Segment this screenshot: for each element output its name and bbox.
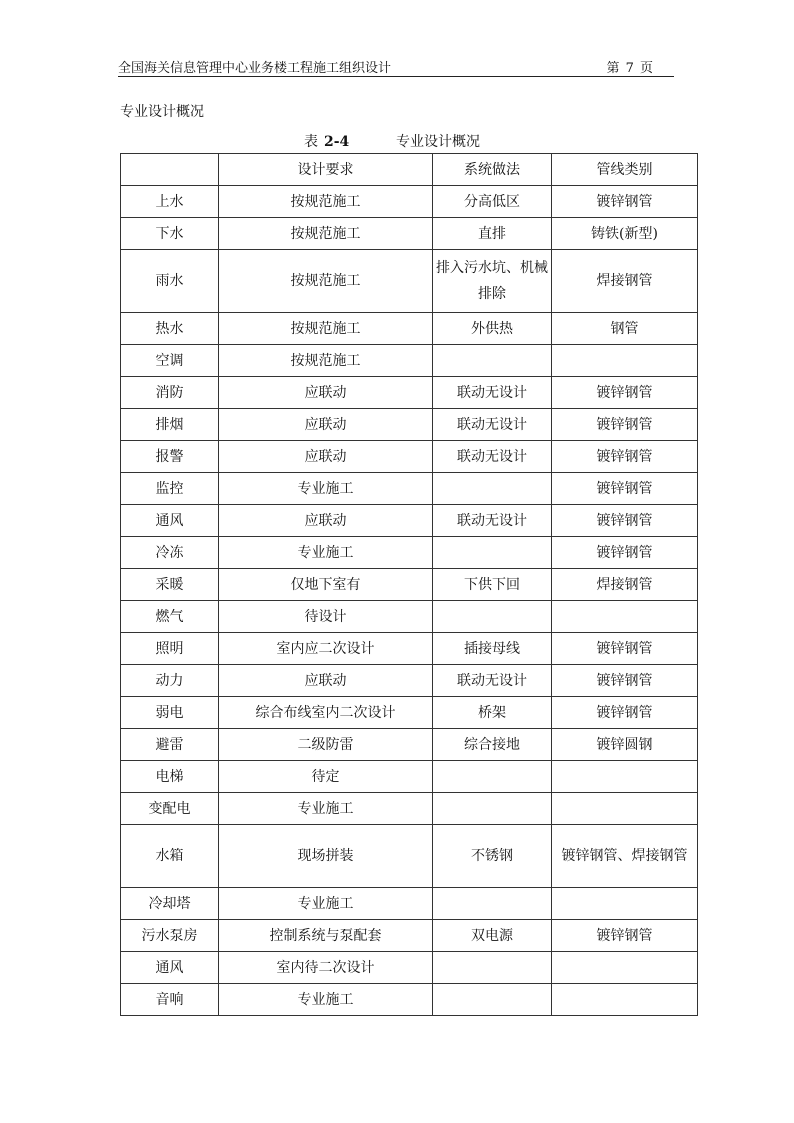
page-header [118,56,674,77]
design-requirement-cell: 按规范施工 [219,218,433,250]
table-row [121,250,698,313]
row-label-cell: 热水 [121,313,219,345]
row-label-cell: 电梯 [121,761,219,793]
design-requirement-cell: 专业施工 [219,793,433,825]
design-requirement-cell: 应联动 [219,665,433,697]
row-label-cell: 冷冻 [121,537,219,569]
pipe-type-cell: 镀锌钢管 [552,409,698,441]
header-cell [121,154,219,186]
table-row [121,313,698,345]
table-row [121,345,698,377]
pipe-type-cell: 镀锌钢管 [552,697,698,729]
row-label-cell: 动力 [121,665,219,697]
row-label-cell: 避雷 [121,729,219,761]
table-row [121,665,698,697]
row-label-cell: 排烟 [121,409,219,441]
system-method-cell: 联动无设计 [433,441,552,473]
caption-label [304,131,349,151]
table-row [121,218,698,250]
row-label-cell: 上水 [121,186,219,218]
system-method-cell: 联动无设计 [433,409,552,441]
table-body [121,186,698,1016]
system-method-cell: 插接母线 [433,633,552,665]
pipe-type-cell: 焊接钢管 [552,569,698,601]
row-label-cell: 照明 [121,633,219,665]
spec-table [120,153,698,1016]
row-label-cell: 水箱 [121,825,219,888]
row-label-cell: 弱电 [121,697,219,729]
pipe-type-cell: 钢管 [552,313,698,345]
system-method-cell [433,984,552,1016]
row-label-cell: 下水 [121,218,219,250]
system-method-cell: 联动无设计 [433,665,552,697]
table-row [121,409,698,441]
row-label-cell: 燃气 [121,601,219,633]
design-requirement-cell: 综合布线室内二次设计 [219,697,433,729]
table-row [121,984,698,1016]
row-label-cell: 报警 [121,441,219,473]
design-requirement-cell: 按规范施工 [219,313,433,345]
design-requirement-cell: 待定 [219,761,433,793]
system-method-cell [433,952,552,984]
system-method-cell: 下供下回 [433,569,552,601]
pipe-type-cell: 铸铁(新型) [552,218,698,250]
pipe-type-cell: 镀锌钢管 [552,473,698,505]
system-method-cell: 联动无设计 [433,377,552,409]
row-label-cell: 空调 [121,345,219,377]
design-requirement-cell: 专业施工 [219,888,433,920]
system-method-cell: 不锈钢 [433,825,552,888]
document-title: 全国海关信息管理中心业务楼工程施工组织设计 [118,61,392,76]
system-method-cell: 桥架 [433,697,552,729]
row-label-cell: 通风 [121,505,219,537]
row-label-cell: 污水泵房 [121,920,219,952]
system-method-cell: 直排 [433,218,552,250]
section-title: 专业设计概况 [120,104,204,120]
table-row [121,697,698,729]
row-label-cell: 监控 [121,473,219,505]
design-requirement-cell: 现场拼装 [219,825,433,888]
system-method-cell: 分高低区 [433,186,552,218]
header-cell: 设计要求 [219,154,433,186]
row-label-cell: 雨水 [121,250,219,313]
pipe-type-cell [552,793,698,825]
table-row [121,505,698,537]
pipe-type-cell [552,601,698,633]
table-row [121,377,698,409]
table-row [121,761,698,793]
pipe-type-cell [552,984,698,1016]
design-requirement-cell: 二级防雷 [219,729,433,761]
row-label-cell: 音响 [121,984,219,1016]
design-requirement-cell: 按规范施工 [219,345,433,377]
system-method-cell [433,537,552,569]
table-row [121,186,698,218]
design-requirement-cell: 应联动 [219,441,433,473]
header-cell: 系统做法 [433,154,552,186]
caption-word: 表 [304,134,318,150]
table-row [121,793,698,825]
system-method-cell: 综合接地 [433,729,552,761]
design-requirement-cell: 应联动 [219,505,433,537]
pipe-type-cell: 镀锌钢管 [552,186,698,218]
design-requirement-cell: 待设计 [219,601,433,633]
design-requirement-cell: 室内待二次设计 [219,952,433,984]
table-row [121,920,698,952]
design-requirement-cell: 专业施工 [219,473,433,505]
pipe-type-cell [552,952,698,984]
pipe-type-cell: 镀锌钢管、焊接钢管 [552,825,698,888]
header-cell: 管线类别 [552,154,698,186]
system-method-cell: 联动无设计 [433,505,552,537]
pipe-type-cell: 镀锌钢管 [552,920,698,952]
system-method-cell: 外供热 [433,313,552,345]
pipe-type-cell [552,345,698,377]
pipe-type-cell: 镀锌钢管 [552,377,698,409]
pipe-type-cell: 焊接钢管 [552,250,698,313]
table-row [121,952,698,984]
system-method-cell [433,473,552,505]
design-requirement-cell: 专业施工 [219,537,433,569]
system-method-cell: 排入污水坑、机械排除 [433,250,552,313]
row-label-cell: 冷却塔 [121,888,219,920]
table-header-row [121,154,698,186]
table-row [121,825,698,888]
table-row [121,633,698,665]
table-row [121,729,698,761]
table-caption [120,131,696,151]
row-label-cell: 变配电 [121,793,219,825]
table-row [121,473,698,505]
design-requirement-cell: 室内应二次设计 [219,633,433,665]
table-row [121,601,698,633]
system-method-cell [433,345,552,377]
pipe-type-cell: 镀锌钢管 [552,665,698,697]
table-row [121,441,698,473]
pipe-type-cell [552,888,698,920]
system-method-cell [433,793,552,825]
pipe-type-cell: 镀锌钢管 [552,633,698,665]
caption-number: 2-4 [324,134,350,150]
design-requirement-cell: 按规范施工 [219,186,433,218]
pipe-type-cell [552,761,698,793]
row-label-cell: 采暖 [121,569,219,601]
caption-title: 专业设计概况 [396,134,480,150]
pipe-type-cell: 镀锌圆钢 [552,729,698,761]
design-requirement-cell: 仅地下室有 [219,569,433,601]
design-requirement-cell: 按规范施工 [219,250,433,313]
page-number: 第 7 页 [606,61,654,76]
system-method-cell [433,888,552,920]
table-row [121,569,698,601]
design-requirement-cell: 控制系统与泵配套 [219,920,433,952]
pipe-type-cell: 镀锌钢管 [552,505,698,537]
system-method-cell [433,761,552,793]
pipe-type-cell: 镀锌钢管 [552,441,698,473]
design-requirement-cell: 专业施工 [219,984,433,1016]
row-label-cell: 消防 [121,377,219,409]
table-row [121,888,698,920]
pipe-type-cell: 镀锌钢管 [552,537,698,569]
design-requirement-cell: 应联动 [219,377,433,409]
system-method-cell: 双电源 [433,920,552,952]
design-requirement-cell: 应联动 [219,409,433,441]
row-label-cell: 通风 [121,952,219,984]
table-row [121,537,698,569]
system-method-cell [433,601,552,633]
